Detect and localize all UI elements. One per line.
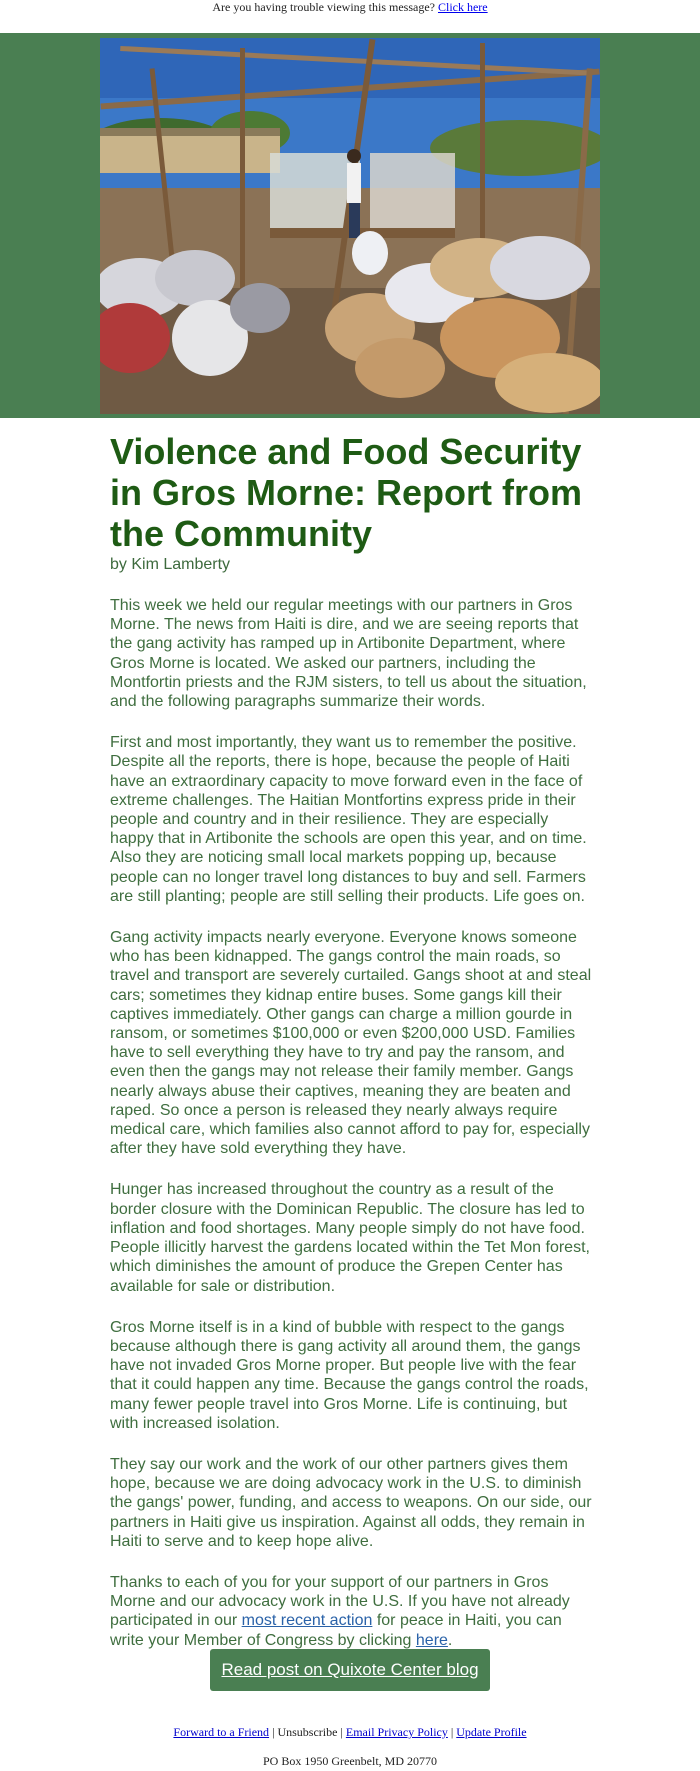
write-congress-link[interactable]: here: [415, 1631, 448, 1649]
unsubscribe-link[interactable]: Unsubscribe: [277, 1725, 338, 1739]
article-paragraph: This week we held our regular meetings with our partners in Gros Morne. The news from Haiti is dire, and we are seeing reports that the gang activity has ramped up in Artibonite Department, where Gros Morne is located. We asked our partners, including the Montfortin priests and the RJM sisters, to tell us about the situation, and the following paragraphs summarize their words.: [110, 597, 587, 711]
article-paragraph: Hunger has increased throughout the country as a result of the border closure with the Dominican Republic. The closure has led to inflation and food shortages. Many people simply do not have food. People illicitly harvest the gardens located within the Tet Mon forest, which diminishes the amount of produce the Grepen Center has available for sale or distribution.: [110, 1181, 590, 1295]
footer-separator: |: [337, 1725, 346, 1739]
preheader-text: Are you having trouble viewing this message?: [212, 0, 435, 14]
mailing-address: PO Box 1950 Greenbelt, MD 20770: [263, 1754, 437, 1768]
closing-text-2: for peace in Haiti, you can write your Member of Congress by clicking: [110, 1612, 562, 1649]
article: [110, 431, 595, 1650]
footer-separator: |: [269, 1725, 278, 1739]
article-paragraph: Gros Morne itself is in a kind of bubble with respect to the gangs because although there is gang activity all around them, the gangs have not invaded Gros Morne proper. But people live with the fear that it could happen any time. Because the gangs control the roads, many fewer people travel into Gros Morne. Life is continuing, but with increased isolation.: [110, 1318, 589, 1432]
byline: by Kim Lamberty: [110, 556, 231, 573]
cta-container: [0, 1649, 700, 1691]
privacy-policy-link[interactable]: Email Privacy Policy: [345, 1725, 448, 1739]
footer-separator: |: [447, 1725, 457, 1739]
preheader: [0, 0, 700, 30]
update-profile-link[interactable]: Update Profile: [456, 1725, 527, 1739]
footer-links: [0, 1725, 700, 1740]
read-post-button[interactable]: Read post on Quixote Center blog: [210, 1649, 490, 1691]
closing-paragraph: [110, 1573, 595, 1650]
closing-text-3: .: [447, 1631, 453, 1649]
hero-photo-illustration: [100, 38, 600, 414]
most-recent-action-link[interactable]: most recent action: [241, 1612, 373, 1630]
article-paragraph: They say our work and the work of our other partners gives them hope, because we are doing advocacy work in the U.S. to diminish the gangs' power, funding, and access to weapons. On our side, our partners in Haiti give us inspiration. Against all odds, they remain in Haiti to serve and to keep hope alive.: [110, 1455, 592, 1550]
article-paragraph: Gang activity impacts nearly everyone. Everyone knows someone who has been kidnapped. The gangs control the main roads, so travel and transport are severely curtailed. Gangs shoot at and steal cars; sometimes they kidnap entire buses. Some gangs kill their captives immediately. Other gangs can charge a million gourde in ransom, or sometimes $100,000 or even $200,000 USD. Families have to sell everything they have to try and pay the ransom, and even then the gangs may not release their family member. Gangs nearly always abuse their captives, meaning they are beaten and raped. So once a person is released they nearly always require medical care, which families also cannot afford to pay for, especially after they have sold everything they have.: [110, 929, 592, 1158]
view-online-link[interactable]: Click here: [437, 0, 488, 14]
article-paragraph: First and most importantly, they want us to remember the positive. Despite all the reports, there is hope, because the people of Haiti have an extraordinary capacity to move forward even in the face of extreme challenges. The Haitian Montfortins express pride in their people and country and in their resilience. They are especially happy that in Artibonite the schools are open this year, and on time. Also they are noticing small local markets popping up, because people can no longer travel long distances to buy and sell. Farmers are still planting; people are still selling their products. Life goes on.: [110, 734, 587, 905]
closing-text-1: Thanks to each of you for your support of our partners in Gros Morne and our advocacy work in the U.S. If you have not already participated in our: [110, 1573, 570, 1630]
hero-image: [100, 38, 600, 414]
article-title: Violence and Food Security in Gros Morne: Report from the Community: [110, 431, 583, 554]
forward-to-friend-link[interactable]: Forward to a Friend: [173, 1725, 270, 1739]
